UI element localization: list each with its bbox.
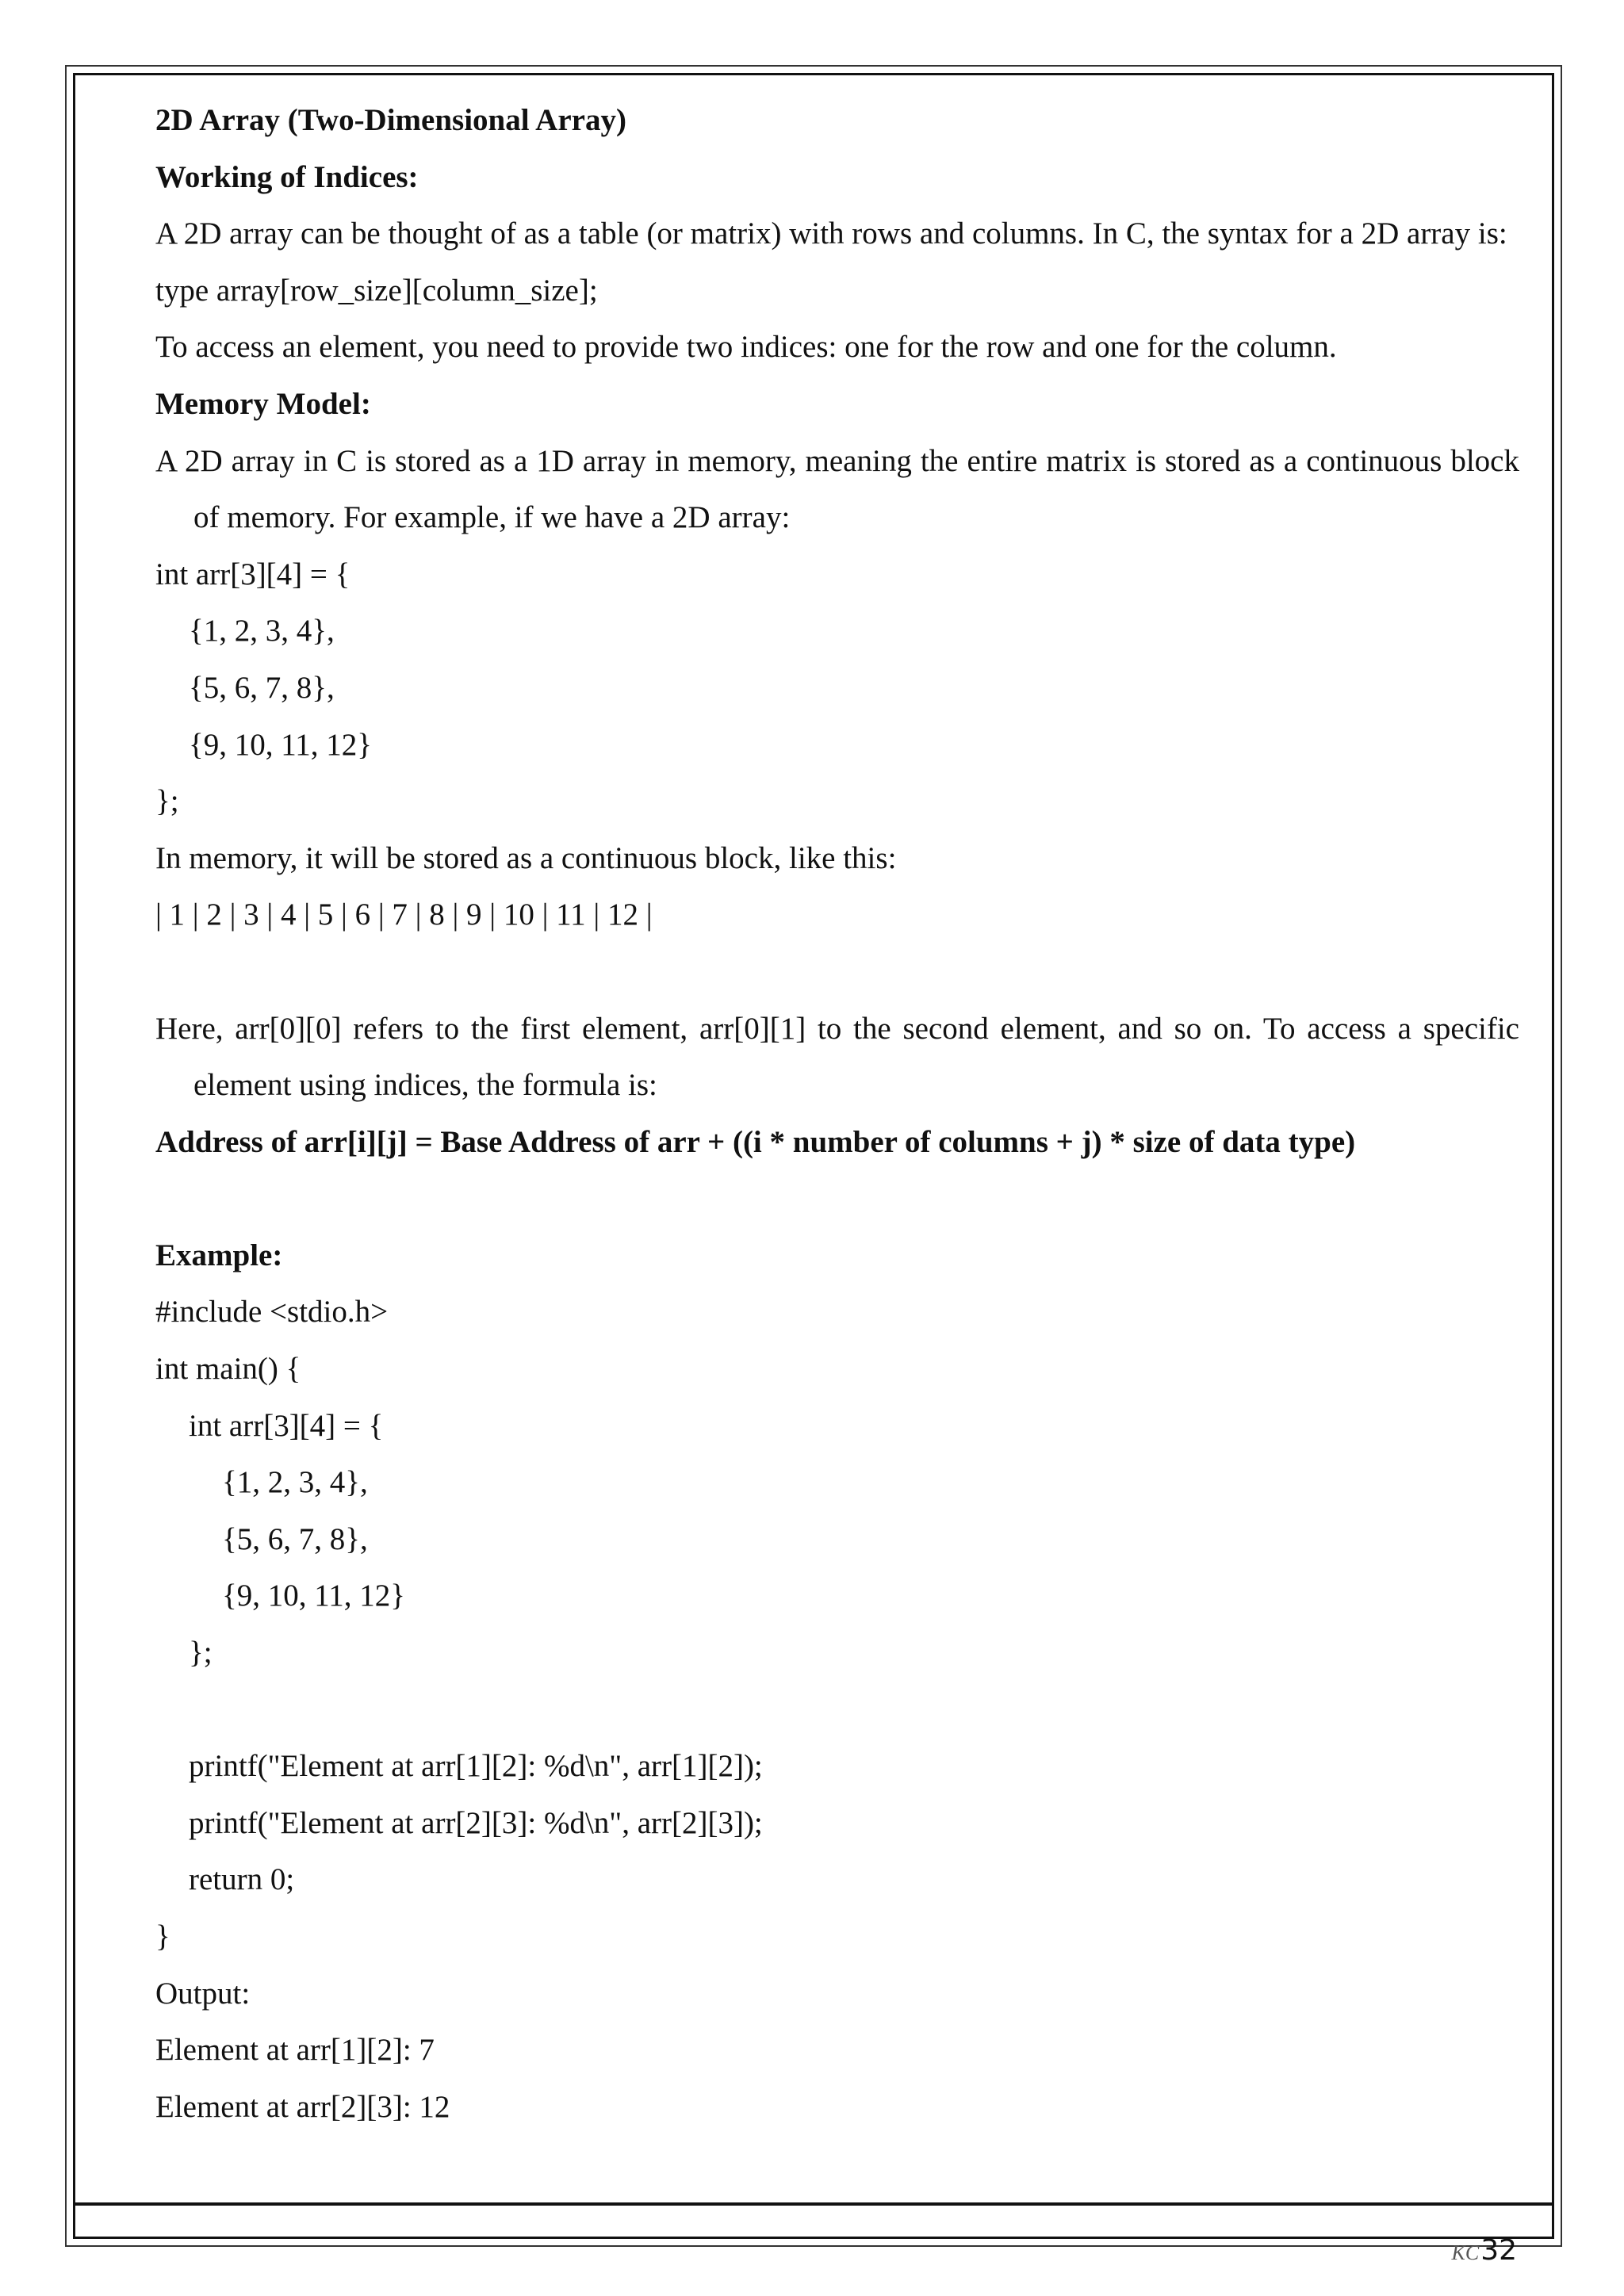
code-line: int arr[3][4] = {: [155, 557, 350, 591]
output-line: Element at arr[2][3]: 12: [155, 2089, 450, 2124]
code-line: }: [155, 1919, 170, 1954]
indices-paragraph: A 2D array can be thought of as a table (or matrix) with rows and columns. In C, the syntax for a 2D array is:: [155, 216, 1507, 251]
code-line: {1, 2, 3, 4},: [222, 1465, 368, 1500]
memory-heading: Memory Model:: [155, 386, 371, 421]
spacer: [155, 1682, 1519, 1739]
page-content: [155, 92, 1519, 2135]
code-line: {9, 10, 11, 12}: [189, 727, 372, 762]
section-title: 2D Array (Two-Dimensional Array): [155, 103, 626, 137]
code-line: {1, 2, 3, 4},: [189, 614, 335, 649]
spacer: [155, 943, 1519, 1001]
output-line: Element at arr[1][2]: 7: [155, 2033, 435, 2068]
spacer: [155, 1170, 1519, 1227]
syntax-line: type array[row_size][column_size];: [155, 273, 598, 308]
code-line: {5, 6, 7, 8},: [222, 1521, 368, 1556]
code-line: };: [189, 1636, 213, 1670]
output-label: Output:: [155, 1976, 251, 2011]
code-line: int main() {: [155, 1352, 301, 1387]
example-heading: Example:: [155, 1238, 283, 1272]
here-paragraph: Here, arr[0][0] refers to the first element, arr[0][1] to the second element, and so on. To access a specific element using indices, the formula is:: [155, 1011, 1519, 1103]
footer-rule: [73, 2202, 1554, 2206]
code-line: printf("Element at arr[2][3]: %d\n", arr[2][3]);: [189, 1805, 763, 1840]
code-line: int arr[3][4] = {: [189, 1408, 384, 1443]
code-line: return 0;: [189, 1862, 295, 1897]
access-paragraph: To access an element, you need to provide two indices: one for the row and one for the column.: [155, 330, 1337, 365]
code-line: #include <stdio.h>: [155, 1295, 389, 1330]
code-line: {5, 6, 7, 8},: [189, 670, 335, 705]
address-formula: Address of arr[i][j] = Base Address of arr + ((i * number of columns + j) * size of data type): [155, 1124, 1356, 1159]
memory-block: | 1 | 2 | 3 | 4 | 5 | 6 | 7 | 8 | 9 | 10 | 11 | 12 |: [155, 897, 653, 932]
memory-stored-text: In memory, it will be stored as a continuous block, like this:: [155, 840, 897, 875]
code-line: };: [155, 784, 179, 819]
author-logo: KC: [1451, 2241, 1480, 2264]
code-line: printf("Element at arr[1][2]: %d\n", arr[1][2]);: [189, 1749, 763, 1784]
page-number: 32: [1480, 2234, 1517, 2267]
memory-paragraph: A 2D array in C is stored as a 1D array in memory, meaning the entire matrix is stored as a continuous block of memory. For example, if we have a 2D array:: [155, 443, 1519, 535]
code-line: {9, 10, 11, 12}: [222, 1578, 405, 1613]
indices-heading: Working of Indices:: [155, 159, 419, 194]
page-footer: [1452, 2234, 1518, 2267]
